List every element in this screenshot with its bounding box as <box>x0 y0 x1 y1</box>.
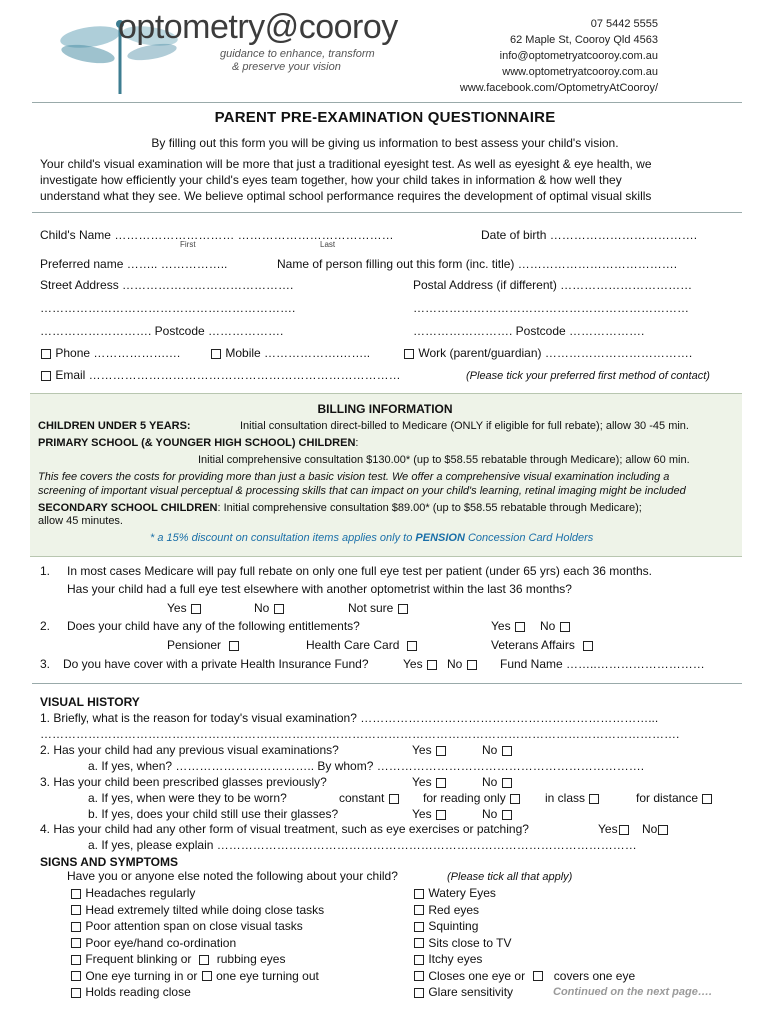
symptom-checkbox[interactable] <box>71 971 81 981</box>
pensioner-label: Pensioner <box>167 638 222 652</box>
vh-q1-line[interactable]: ……………………………………………………………………………………………………………………………………………. <box>40 727 680 741</box>
billing-heading: BILLING INFORMATION <box>317 402 453 416</box>
work-checkbox[interactable] <box>404 349 414 359</box>
signs-prompt: Have you or anyone else noted the following about your child? <box>67 869 398 883</box>
mobile-checkbox[interactable] <box>211 349 221 359</box>
vh-q2-yes-label: Yes <box>412 743 432 757</box>
symptom-label: Frequent blinking or <box>85 952 192 966</box>
constant-label: constant <box>339 791 385 805</box>
logo <box>60 2 450 97</box>
symptom-checkbox[interactable] <box>414 889 424 899</box>
vh-q4-yes-checkbox[interactable] <box>619 825 629 835</box>
q2-no-label: No <box>540 619 556 633</box>
logo-text: optometry@cooroy <box>118 8 398 46</box>
symptom-item[interactable] <box>413 902 635 919</box>
symptom-label: covers one eye <box>553 968 636 983</box>
discount-pre: * a 15% discount on consultation items applies only to <box>150 532 416 544</box>
symptom-label: Poor eye/hand co-ordination <box>85 935 237 950</box>
q1-no[interactable] <box>254 601 285 616</box>
discount-pension: PENSION <box>415 532 465 544</box>
q2-yes-label: Yes <box>491 619 511 633</box>
symptoms-left-list <box>70 885 324 1001</box>
in-class-label: in class <box>545 791 586 805</box>
symptom-checkbox[interactable] <box>71 988 81 998</box>
veterans-label: Veterans Affairs <box>491 638 575 652</box>
veterans-checkbox[interactable] <box>583 641 593 651</box>
vh-q1[interactable]: 1. Briefly, what is the reason for today's visual examination? ………………………………………………………………... <box>40 711 659 725</box>
symptom-label: Red eyes <box>428 902 480 917</box>
secondary-label: SECONDARY SCHOOL CHILDREN <box>38 502 218 514</box>
tagline-2: & preserve your vision <box>232 61 341 73</box>
in-class-option[interactable] <box>545 791 600 806</box>
symptoms-right-list <box>413 885 635 1001</box>
primary-label-row <box>38 436 358 450</box>
q3-yes-label: Yes <box>403 657 423 671</box>
symptom-checkbox[interactable] <box>414 922 424 932</box>
vh-q3b-yes-checkbox[interactable] <box>436 810 446 820</box>
q1-text-a: In most cases Medicare will pay full rebate on only one full eye test per patient (under 65 yrs) each 36 months. <box>67 564 652 578</box>
symptom-label: Holds reading close <box>85 985 191 999</box>
phone-checkbox[interactable] <box>41 349 51 359</box>
vh-q3-yes-label: Yes <box>412 775 432 789</box>
q3-no-checkbox[interactable] <box>467 660 477 670</box>
q2-text: Does your child have any of the following entitlements? <box>67 619 360 633</box>
fund-name-field[interactable]: Fund Name ……..……………………… <box>500 657 705 671</box>
fee-note-2: screening of important visual perceptual & processing skills that can impact on your child's learning, retinal imaging might be included <box>38 485 686 497</box>
email-field[interactable]: Email …………………………………………………………………… <box>55 368 401 382</box>
symptom-item[interactable] <box>413 951 635 968</box>
paragraph-line: Your child's visual examination will be more that just a traditional eyesight test. As well as eyesight & eye health, we <box>40 157 652 171</box>
symptom-item[interactable] <box>413 885 635 902</box>
vh-q3-no-label: No <box>482 775 498 789</box>
postal-postcode-field[interactable]: ……………………. Postcode ………………. <box>413 324 645 338</box>
symptom-item[interactable] <box>413 935 635 952</box>
q3-yes-checkbox[interactable] <box>427 660 437 670</box>
symptom-label: one eye turning out <box>216 968 319 983</box>
primary-colon: : <box>355 437 359 449</box>
health-care-option[interactable] <box>306 638 418 653</box>
street-address-line[interactable]: ………………………………………………………. <box>40 301 296 315</box>
email-option[interactable] <box>40 368 401 383</box>
vh-q3b-yes-label: Yes <box>412 807 432 821</box>
tagline-1: guidance to enhance, transform <box>220 48 375 60</box>
secondary-row <box>38 501 642 515</box>
vh-q3-yes[interactable] <box>412 775 447 790</box>
under5-text: Initial consultation direct-billed to Medicare (ONLY if eligible for full rebate); allow 30 -45 min. <box>240 420 689 432</box>
vh-q2: 2. Has your child had any previous visual examinations? <box>40 743 339 757</box>
contact-website[interactable]: www.optometryatcooroy.com.au <box>502 66 658 78</box>
section-divider <box>32 212 742 213</box>
primary-text: Initial comprehensive consultation $130.00* (up to $58.55 rebatable through Medicare); allow 60 min. <box>198 454 690 466</box>
street-address-field[interactable]: Street Address ……………………………………. <box>40 278 294 292</box>
intro-paragraph <box>40 156 652 204</box>
vh-q4-yes-label: Yes <box>598 822 618 836</box>
distance-option[interactable] <box>636 791 713 806</box>
symptom-checkbox[interactable] <box>414 955 424 965</box>
symptom-item[interactable] <box>70 968 324 985</box>
symptom-label: Squinting <box>428 919 479 933</box>
header-divider <box>32 102 742 103</box>
preferred-name-field[interactable]: Preferred name …….. …………….. <box>40 257 228 271</box>
symptom-checkbox[interactable] <box>71 938 81 948</box>
symptom-item[interactable] <box>70 951 324 968</box>
symptom-label: Closes one eye or <box>428 968 526 983</box>
work-option[interactable] <box>403 346 692 361</box>
q2-no-checkbox[interactable] <box>560 622 570 632</box>
constant-checkbox[interactable] <box>389 794 399 804</box>
symptom-label: Headaches regularly <box>85 886 196 900</box>
mobile-option[interactable] <box>210 346 370 361</box>
reading-checkbox[interactable] <box>510 794 520 804</box>
discount-note <box>150 531 593 545</box>
symptom-checkbox[interactable] <box>414 905 424 915</box>
veterans-option[interactable] <box>491 638 594 653</box>
vh-q2a[interactable]: a. If yes, when? …………………………….. By whom? …………………………………………………………. <box>88 759 645 773</box>
symptom-checkbox[interactable] <box>533 971 543 981</box>
in-class-checkbox[interactable] <box>589 794 599 804</box>
q2-no[interactable] <box>540 619 571 634</box>
health-care-checkbox[interactable] <box>407 641 417 651</box>
childs-name-field[interactable]: Child's Name ………………………… ………………………………… <box>40 228 394 242</box>
vh-q4-yes[interactable] <box>598 822 630 837</box>
symptom-item[interactable] <box>70 935 324 952</box>
vh-q3b-no-checkbox[interactable] <box>502 810 512 820</box>
q1-yes-checkbox[interactable] <box>191 604 201 614</box>
paragraph-line: investigate how efficiently your child's eyes team together, how your child takes in information & how well they <box>40 173 622 187</box>
date-of-birth-field[interactable]: Date of birth ………………………………. <box>481 228 698 242</box>
phone-field[interactable]: Phone ……………….… <box>55 346 181 360</box>
symptom-checkbox[interactable] <box>202 971 212 981</box>
distance-label: for distance <box>636 791 699 805</box>
paragraph-line: understand what they see. We believe optimal school performance requires the development of optimal visual skills <box>40 189 652 203</box>
vh-q4-no-checkbox[interactable] <box>658 825 668 835</box>
symptom-label: rubbing eyes <box>216 952 286 966</box>
q1-no-checkbox[interactable] <box>274 604 284 614</box>
q1-yes-label: Yes <box>167 601 187 615</box>
vh-q3-no[interactable] <box>482 775 513 790</box>
symptom-item[interactable] <box>70 902 324 919</box>
q1-text-b: Has your child had a full eye test elsewhere with another optometrist within the last 36 months? <box>67 582 572 596</box>
vh-q2-no-checkbox[interactable] <box>502 746 512 756</box>
symptom-item[interactable] <box>70 918 324 935</box>
section-divider <box>32 683 742 684</box>
q2-yes[interactable] <box>491 619 526 634</box>
email-checkbox[interactable] <box>41 371 51 381</box>
symptom-label: Glare sensitivity <box>428 985 514 999</box>
vh-q3: 3. Has your child been prescribed glasses previously? <box>40 775 327 789</box>
q2-yes-checkbox[interactable] <box>515 622 525 632</box>
vh-q3-no-checkbox[interactable] <box>502 778 512 788</box>
symptom-label: Poor attention span on close visual tasks <box>85 919 303 933</box>
symptom-checkbox[interactable] <box>199 955 209 965</box>
symptom-label: Head extremely tilted while doing close tasks <box>85 902 325 917</box>
symptom-item[interactable] <box>413 918 635 935</box>
symptom-checkbox[interactable] <box>71 905 81 915</box>
symptom-label: One eye turning in or <box>85 968 198 983</box>
contact-facebook[interactable]: www.facebook.com/OptometryAtCooroy/ <box>459 82 658 94</box>
q3-yes[interactable] <box>403 657 438 672</box>
q1-yes[interactable] <box>167 601 202 616</box>
q1-number: 1. <box>40 564 51 578</box>
constant-option[interactable] <box>339 791 400 806</box>
symptom-item[interactable] <box>70 984 324 1001</box>
postal-address-field[interactable]: Postal Address (if different) …………………………… <box>413 278 693 292</box>
symptom-checkbox[interactable] <box>414 988 424 998</box>
q2-number: 2. <box>40 619 51 633</box>
q3-text: Do you have cover with a private Health Insurance Fund? <box>63 657 369 671</box>
vh-q4a[interactable]: a. If yes, please explain …………………………………………………………………………………………… <box>88 838 637 852</box>
postal-address-line[interactable]: …………………………………………………………… <box>413 301 689 315</box>
symptom-item[interactable] <box>70 885 324 902</box>
last-label: Last <box>320 240 336 249</box>
symptom-checkbox[interactable] <box>414 971 424 981</box>
contact-phone: 07 5442 5555 <box>590 18 658 30</box>
vh-q4: 4. Has your child had any other form of visual treatment, such as eye exercises or patching? <box>40 822 529 836</box>
health-care-label: Health Care Card <box>306 638 400 652</box>
continued-note: Continued on the next page…. <box>553 986 712 998</box>
phone-option[interactable] <box>40 346 181 361</box>
vh-q2-no-label: No <box>482 743 498 757</box>
work-field[interactable]: Work (parent/guardian) ………………………………. <box>418 346 693 360</box>
visual-history-heading: VISUAL HISTORY <box>40 695 140 709</box>
vh-q2-yes[interactable] <box>412 743 447 758</box>
contact-block <box>398 16 658 96</box>
page-title: PARENT PRE-EXAMINATION QUESTIONNAIRE <box>214 109 556 126</box>
reading-label: for reading only <box>423 791 506 805</box>
vh-q3-yes-checkbox[interactable] <box>436 778 446 788</box>
symptom-label: Itchy eyes <box>428 952 483 966</box>
discount-post: Concession Card Holders <box>464 532 594 544</box>
distance-checkbox[interactable] <box>702 794 712 804</box>
secondary-text: : Initial comprehensive consultation $89.00* (up to $58.55 rebatable through Medicare); <box>217 502 642 514</box>
fee-note-1: This fee covers the costs for providing more than just a basic vision test. We offer a comprehensive visual examination including a <box>38 471 670 483</box>
reading-option[interactable] <box>423 791 521 806</box>
first-label: First <box>180 240 196 249</box>
symptom-checkbox[interactable] <box>414 938 424 948</box>
symptom-label: Watery Eyes <box>428 886 496 900</box>
contact-email[interactable]: info@optometryatcooroy.com.au <box>499 50 658 62</box>
q3-number: 3. <box>40 657 51 671</box>
vh-q2-no[interactable] <box>482 743 513 758</box>
q3-no[interactable] <box>447 657 478 672</box>
symptom-item[interactable] <box>413 968 635 985</box>
q1-not-sure[interactable] <box>348 601 409 616</box>
contact-address: 62 Maple St, Cooroy Qld 4563 <box>510 34 658 46</box>
symptom-checkbox[interactable] <box>71 955 81 965</box>
symptom-label: Sits close to TV <box>428 935 512 950</box>
vh-q3b: b. If yes, does your child still use their glasses? <box>88 807 339 821</box>
vh-q3a: a. If yes, when were they to be worn? <box>88 791 287 805</box>
vh-q4-no[interactable] <box>642 822 669 837</box>
under5-label: CHILDREN UNDER 5 YEARS: <box>38 420 191 432</box>
vh-q4-no-label: No <box>642 822 658 836</box>
symptom-checkbox[interactable] <box>71 889 81 899</box>
vh-q3b-yes[interactable] <box>412 807 447 822</box>
q1-not-sure-checkbox[interactable] <box>398 604 408 614</box>
contact-method-note: (Please tick your preferred first method of contact) <box>466 370 710 382</box>
signs-heading: SIGNS AND SYMPTOMS <box>40 855 179 869</box>
mobile-field[interactable]: Mobile ……………….…….. <box>225 346 371 360</box>
street-postcode-field[interactable]: ………………………. Postcode ………………. <box>40 324 284 338</box>
person-filling-field[interactable]: Name of person filling out this form (inc. title) …………………………………. <box>277 257 678 271</box>
q3-no-label: No <box>447 657 463 671</box>
pensioner-checkbox[interactable] <box>229 641 239 651</box>
vh-q2-yes-checkbox[interactable] <box>436 746 446 756</box>
q1-no-label: No <box>254 601 270 615</box>
intro-text: By filling out this form you will be giving us information to best assess your child's vision. <box>151 136 619 150</box>
q1-not-sure-label: Not sure <box>348 601 394 615</box>
primary-label: PRIMARY SCHOOL (& YOUNGER HIGH SCHOOL) CHILDREN <box>38 437 356 449</box>
symptom-checkbox[interactable] <box>71 922 81 932</box>
vh-q3b-no-label: No <box>482 807 498 821</box>
vh-q3b-no[interactable] <box>482 807 513 822</box>
pensioner-option[interactable] <box>167 638 240 653</box>
secondary-text-2: allow 45 minutes. <box>38 515 123 527</box>
signs-prompt-note: (Please tick all that apply) <box>447 871 573 883</box>
